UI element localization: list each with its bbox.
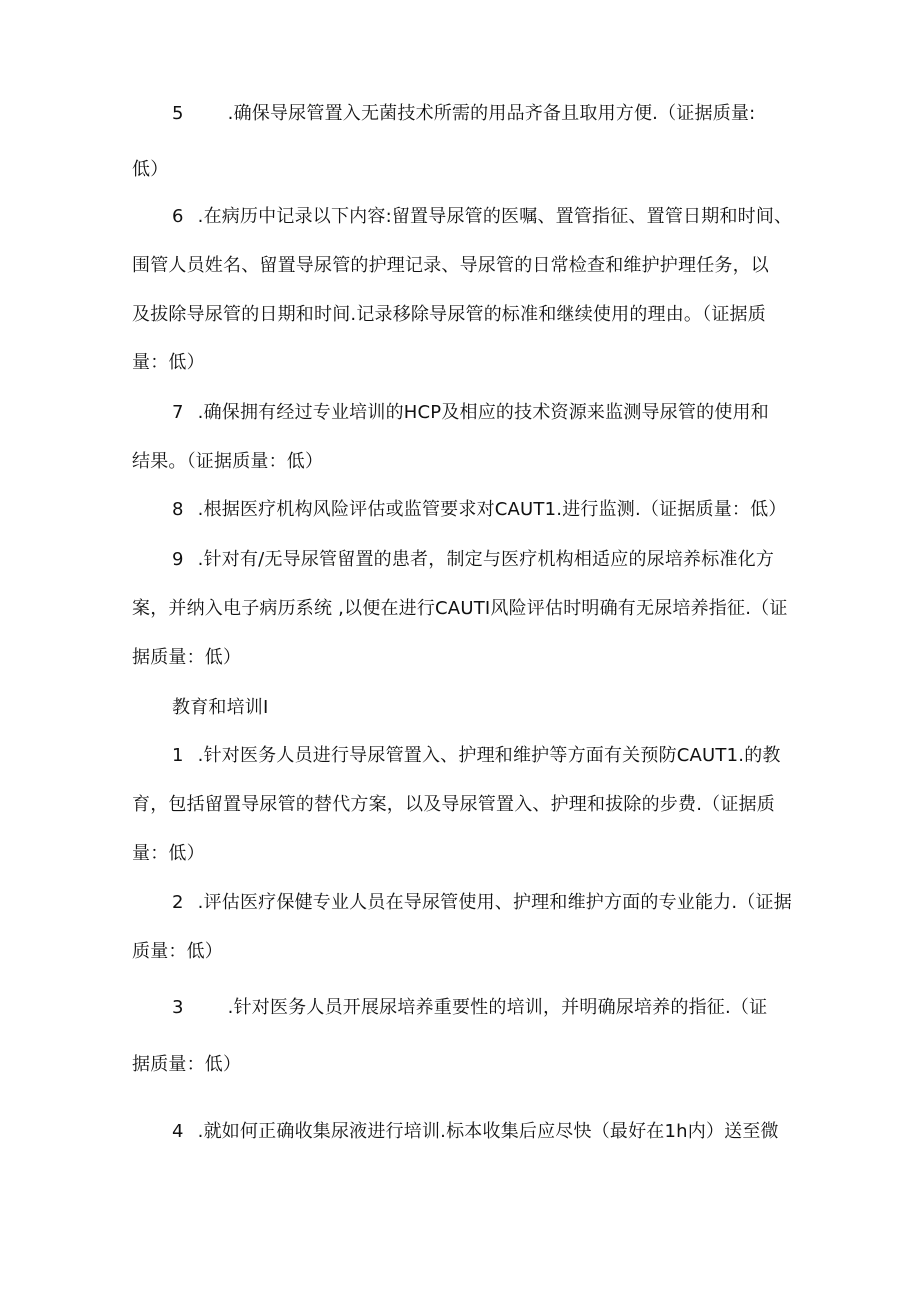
item-6-line-1 [172, 205, 792, 229]
item-text: .确保拥有经过专业培训的HCP及相应的技术资源来监测导尿管的使用和 [197, 402, 769, 423]
edu-2-line-1 [172, 891, 792, 915]
edu-2-line-2: 质量：低） [132, 941, 223, 962]
item-9-line-3: 据质量：低） [132, 647, 242, 668]
item-number: 5 [172, 103, 184, 124]
item-text: .针对医务人员进行导尿管置入、护理和维护等方面有关预防CAUT1.的教 [197, 745, 781, 766]
item-9-line-2: 案，并纳入电子病历系统 ,以便在进行CAUTI风险评估时明确有无尿培养指征.（证 [132, 598, 788, 619]
item-number: 4 [172, 1121, 184, 1142]
item-6-line-4: 量：低） [132, 352, 205, 373]
item-number: 8 [172, 499, 184, 520]
edu-4-line-1 [172, 1120, 779, 1144]
edu-3-line-2: 据质量：低） [132, 1054, 242, 1075]
item-text: .在病历中记录以下内容:留置导尿管的医嘱、置管指征、置管日期和时间、 [197, 206, 793, 227]
item-text: .评估医疗保健专业人员在导尿管使用、护理和维护方面的专业能力.（证据 [197, 892, 792, 913]
item-text: .针对有/无导尿管留置的患者，制定与医疗机构相适应的尿培养标准化方 [197, 549, 775, 570]
item-6-line-2: 围管人员姓名、留置导尿管的护理记录、导尿管的日常检查和维护护理任务，以 [132, 255, 769, 276]
item-7-line-2: 结果。（证据质量：低） [132, 451, 324, 472]
item-text: .针对医务人员开展尿培养重要性的培训，并明确尿培养的指征.（证 [227, 997, 768, 1018]
item-text: .就如何正确收集尿液进行培训.标本收集后应尽快（最好在1h内）送至微 [197, 1121, 779, 1142]
item-number: 9 [172, 549, 184, 570]
item-text: .确保导尿管置入无菌技术所需的用品齐备且取用方便.（证据质量: [227, 103, 756, 124]
edu-1-line-2: 育，包括留置导尿管的替代方案，以及导尿管置入、护理和拔除的步费.（证据质 [132, 794, 775, 815]
edu-1-line-3: 量：低） [132, 843, 205, 864]
item-7-line-1 [172, 401, 769, 425]
item-5-line-1 [172, 102, 755, 126]
edu-1-line-1 [172, 744, 781, 768]
item-number: 2 [172, 892, 184, 913]
item-number: 1 [172, 745, 184, 766]
item-5-line-2: 低） [132, 159, 169, 180]
edu-3-line-1 [172, 996, 767, 1020]
section-heading: 教育和培训I [172, 697, 269, 718]
item-6-line-3: 及拔除导尿管的日期和时间.记录移除导尿管的标准和继续使用的理由。（证据质 [132, 304, 766, 325]
item-number: 3 [172, 997, 184, 1018]
item-number: 7 [172, 402, 184, 423]
item-number: 6 [172, 206, 184, 227]
item-8-line-1 [172, 498, 787, 522]
item-text: .根据医疗机构风险评估或监管要求对CAUT1.进行监测.（证据质量：低） [197, 499, 787, 520]
item-9-line-1 [172, 548, 774, 572]
